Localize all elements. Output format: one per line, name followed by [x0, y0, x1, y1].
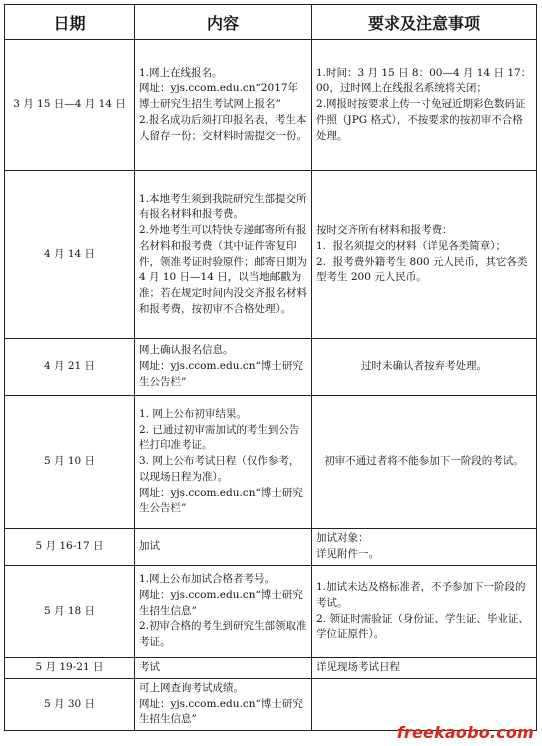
table-row [5, 566, 537, 658]
cell-content: 加试 [135, 529, 312, 566]
cell-requirements: 1.加试未达及格标准者，不予参加下一阶段的考试。 2. 领证时需验证（身份证、学生证、毕业证、学位证原件）。 [312, 566, 537, 658]
site-watermark: freekaobo.com [396, 723, 534, 742]
cell-date: 5 月 16-17 日 [5, 529, 135, 566]
table-row [5, 171, 537, 339]
table-row [5, 529, 537, 566]
cell-date: 4 月 14 日 [5, 171, 135, 339]
cell-content: 可上网查询考试成绩。 网址：yjs.ccom.edu.cn“博士研究生招生信息” [135, 678, 312, 730]
cell-content: 1. 网上公布初审结果。 2. 已通过初审需加试的考生到公告栏打印准考证。 3. 网上公布考试日程（仅作参考，以现场日程为准）。 网址：yjs.ccom.edu.cn“博士研究生公告栏” [135, 396, 312, 529]
cell-content: 网上确认报名信息。 网址：yjs.ccom.edu.cn“博士研究生公告栏” [135, 339, 312, 396]
cell-requirements: 初审不通过者将不能参加下一阶段的考试。 [312, 396, 537, 529]
header-row [5, 5, 537, 40]
cell-date: 5 月 19-21 日 [5, 658, 135, 679]
cell-date: 5 月 30 日 [5, 678, 135, 730]
cell-requirements: 过时未确认者按弃考处理。 [312, 339, 537, 396]
cell-requirements: 详见现场考试日程 [312, 658, 537, 679]
cell-date: 5 月 18 日 [5, 566, 135, 658]
cell-content: 1.网上在线报名。 网址：yjs.ccom.edu.cn“2017年博士研究生招生考试网上报名” 2.报名成功后须打印报名表，考生本人留存一份；交材料时需提交一份。 [135, 40, 312, 171]
cell-requirements: 1.时间：3 月 15 日 8：00—4 月 14 日 17：00，过时网上在线报名系统将关闭； 2.网报时按要求上传一寸免冠近期彩色数码证件照（JPG 格式），不按要求的按初审不合格处理。 [312, 40, 537, 171]
table-row [5, 339, 537, 396]
cell-content: 1.本地考生须到我院研究生部提交所有报名材料和报考费。 2.外地考生可以特快专递邮寄所有报名材料和报考费（其中证件寄复印件，领准考证时验原件；邮寄日期为 4 月 10 日—14 日，以当地邮戳为准；若在规定时间内没交齐报名材料和报考费，按初审不合格处理）。 [135, 171, 312, 339]
cell-content: 考试 [135, 658, 312, 679]
schedule-table [4, 4, 537, 731]
cell-date: 3 月 15 日—4 月 14 日 [5, 40, 135, 171]
table-row [5, 396, 537, 529]
cell-content: 1.网上公布加试合格者考号。 网址：yjs.ccom.edu.cn“博士研究生招生信息” 2.初审合格的考生到研究生部领取准考证。 [135, 566, 312, 658]
table-row [5, 40, 537, 171]
header-date: 日期 [5, 5, 135, 40]
header-requirements: 要求及注意事项 [312, 5, 537, 40]
cell-requirements: 加试对象： 详见附件一。 [312, 529, 537, 566]
header-content: 内容 [135, 5, 312, 40]
table-row [5, 658, 537, 679]
cell-date: 5 月 10 日 [5, 396, 135, 529]
cell-requirements: 按时交齐所有材料和报考费： 1. 报名须提交的材料（详见各类简章）； 2. 报考费外籍考生 800 元人民币，其它各类型考生 200 元人民币。 [312, 171, 537, 339]
cell-date: 4 月 21 日 [5, 339, 135, 396]
